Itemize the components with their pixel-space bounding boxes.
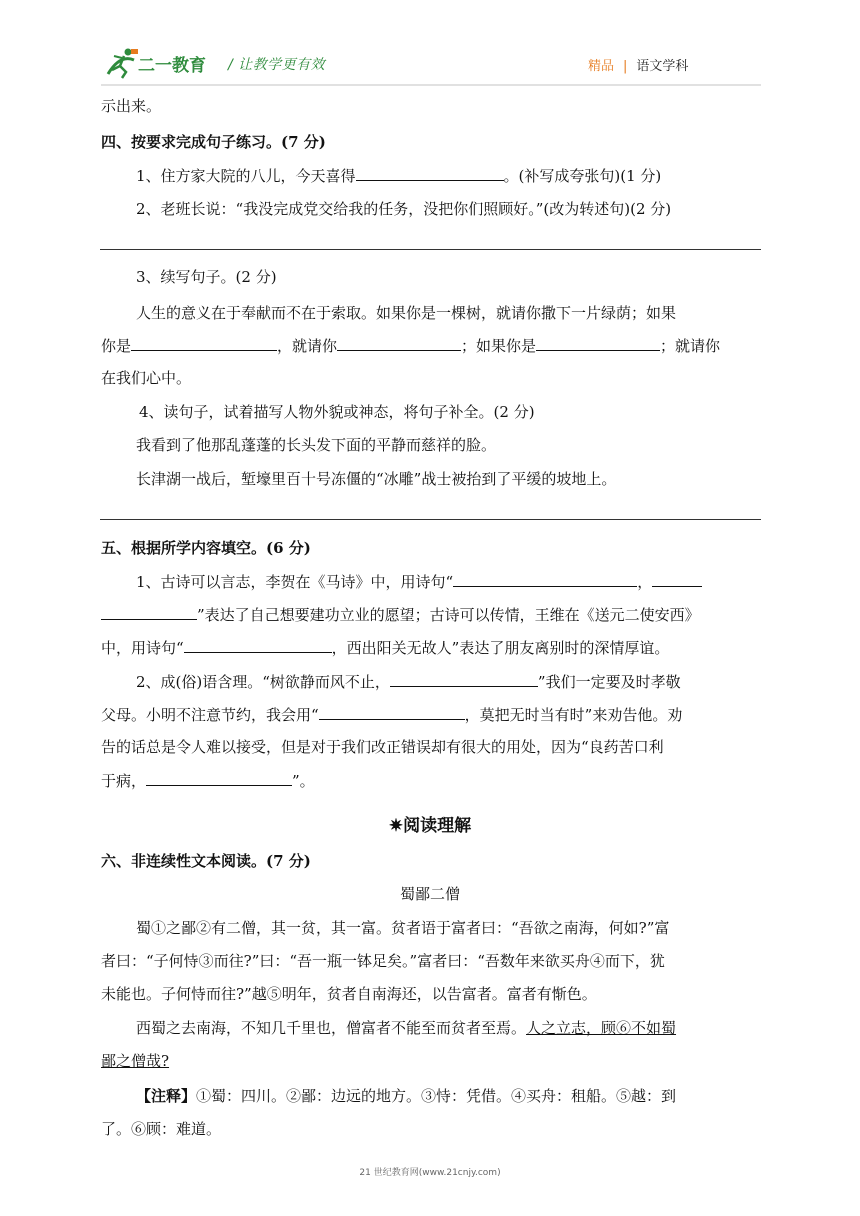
answer-blank[interactable] xyxy=(319,704,465,720)
question-line: 父母。小明不注意节约，我会用“ ，莫把无时当有时”来劝告他。劝 xyxy=(101,706,683,724)
section-title: 四、按要求完成句子练习。(7 分) xyxy=(101,133,326,151)
text-line: 长津湖一战后，堑壕里百十号冻僵的“冰雕”战士被抬到了平缓的坡地上。 xyxy=(136,470,617,488)
question-line: 你是 ，就请你 ；如果你是 ；就请你 xyxy=(101,337,721,355)
notes-line: 了。⑥顾：难道。 xyxy=(101,1120,222,1138)
answer-blank[interactable] xyxy=(101,604,197,620)
underlined-sentence: 人之立志，顾⑥不如蜀 xyxy=(526,1019,677,1037)
answer-blank[interactable] xyxy=(131,335,277,351)
header-divider xyxy=(101,84,761,86)
answer-blank[interactable] xyxy=(652,571,702,587)
slogan: / 让教学更有效 xyxy=(228,57,326,73)
page-footer: 21 世纪教育网(www.21cnjy.com) xyxy=(359,1168,501,1178)
brand-label: 精品 | 语文学科 xyxy=(588,59,689,74)
text-line xyxy=(101,1051,169,1071)
section-title: 五、根据所学内容填空。(6 分) xyxy=(101,539,311,557)
answer-blank[interactable] xyxy=(356,165,504,181)
answer-blank[interactable] xyxy=(337,335,461,351)
reading-section-title: ✷阅读理解 xyxy=(388,816,472,836)
answer-blank[interactable] xyxy=(536,335,660,351)
text-line: 西蜀之去南海，不知几千里也，僧富者不能至而贫者至焉。人之立志，顾⑥不如蜀 xyxy=(136,1019,677,1037)
question-line: 2、老班长说：“我没完成党交给我的任务，没把你们照顾好。”(改为转述句)(2 分) xyxy=(136,200,672,218)
answer-line[interactable] xyxy=(100,519,761,520)
page-header xyxy=(0,0,860,86)
question-line: 2、成(俗)语含理。“树欲静而风不止， ”我们一定要及时孝敬 xyxy=(136,673,681,691)
underlined-sentence: 鄙之僧哉? xyxy=(101,1052,170,1070)
question-line: 于病， ”。 xyxy=(101,772,315,790)
text-line: 未能也。子何恃而往?”越⑤明年，贫者自南海还，以告富者。富者有惭色。 xyxy=(101,985,597,1003)
text-line: 者曰：“子何恃③而往?”曰：“吾一瓶一钵足矣。”富者曰：“吾数年来欲买舟④而下，犹 xyxy=(101,952,665,970)
question-line: 中，用诗句“ ，西出阳关无故人”表达了朋友离别时的深情厚谊。 xyxy=(101,639,670,657)
text-line: 在我们心中。 xyxy=(101,369,192,387)
text-line: 人生的意义在于奉献而不在于索取。如果你是一棵树，就请你撒下一片绿荫；如果 xyxy=(136,304,677,322)
question-line: ”表达了自己想要建功立业的愿望；古诗可以传情，王维在《送元二使安西》 xyxy=(101,604,700,625)
text-line: 告的话总是令人难以接受，但是对于我们改正错误却有很大的用处，因为“良药苦口利 xyxy=(101,738,664,756)
text-line: 蜀①之鄙②有二僧，其一贫，其一富。贫者语于富者曰：“吾欲之南海，何如?”富 xyxy=(136,919,670,937)
text-line: 示出来。 xyxy=(101,97,162,115)
section-title: 六、非连续性文本阅读。(7 分) xyxy=(101,852,311,870)
story-title: 蜀鄙二僧 xyxy=(399,885,460,903)
question-line: 1、古诗可以言志，李贺在《马诗》中，用诗句“ ， xyxy=(136,571,702,592)
answer-blank[interactable] xyxy=(184,637,332,653)
answer-blank[interactable] xyxy=(146,770,292,786)
question-line: 3、续写句子。(2 分) xyxy=(136,268,277,286)
logo-icon xyxy=(104,46,214,80)
logo-text: 二一教育 xyxy=(138,56,206,76)
question-line: 1、住方家大院的八儿，今天喜得 。(补写成夸张句)(1 分) xyxy=(136,167,662,185)
answer-blank[interactable] xyxy=(390,671,538,687)
text-line: 我看到了他那乱蓬蓬的长头发下面的平静而慈祥的脸。 xyxy=(136,436,497,454)
answer-line[interactable] xyxy=(100,249,761,250)
question-line: 4、读句子，试着描写人物外貌或神态，将句子补全。(2 分) xyxy=(139,403,535,421)
answer-blank[interactable] xyxy=(453,571,637,587)
notes-line: 【注释】①蜀：四川。②鄙：边远的地方。③恃：凭借。④买舟：租船。⑤越：到 xyxy=(136,1087,677,1105)
